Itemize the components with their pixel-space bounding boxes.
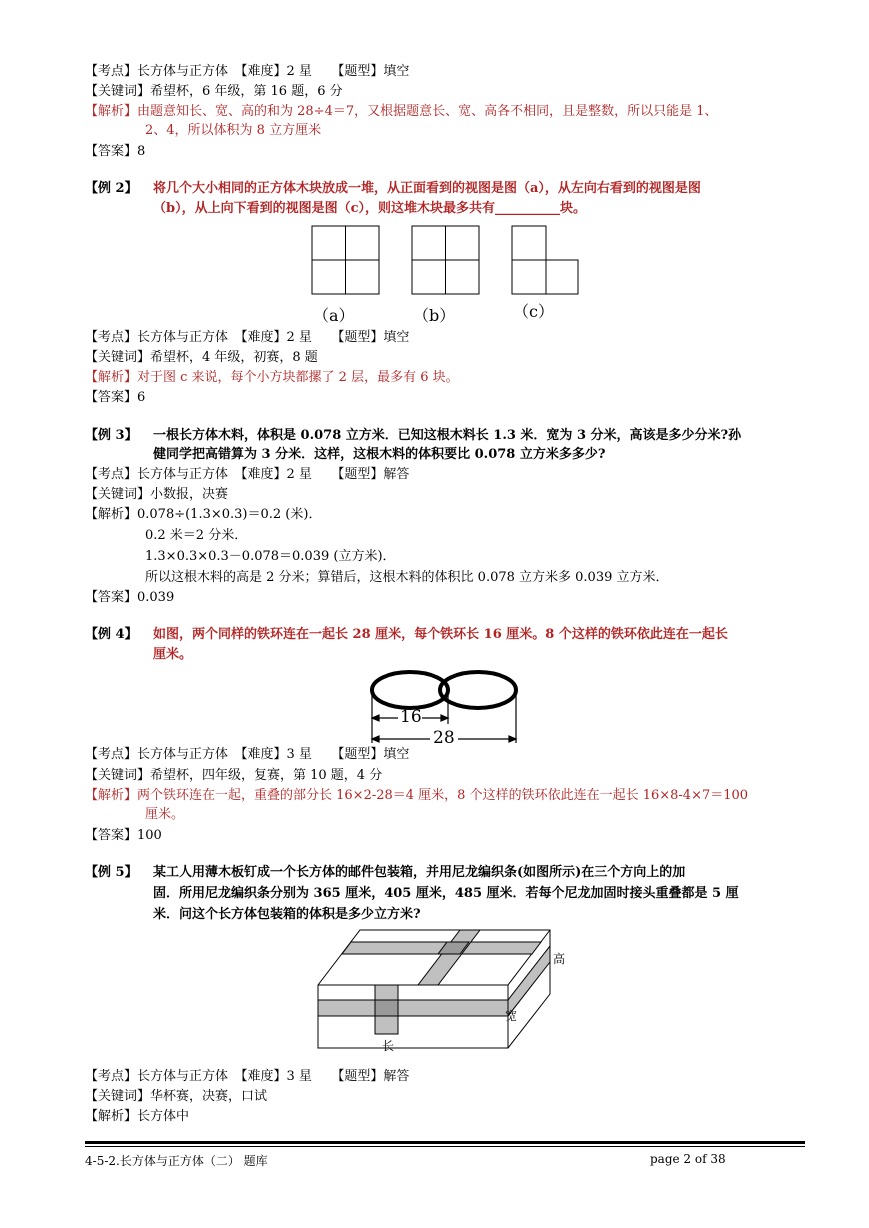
ex3-jiexi-line4: 所以这根木料的高是 2 分米；算错后，这根木料的体积比 0.078 立方米多 0.039 立方米．: [145, 570, 669, 585]
q1-jiexi-line1: 【解析】由题意知长、宽、高的和为 28÷4＝7，又根据题意长、宽、高各不相同，且是整数，所以只能是 1、: [85, 104, 718, 119]
box-length-label: 长: [382, 1039, 395, 1053]
ex5-jiexi: 【解析】长方体中: [85, 1109, 190, 1124]
ex5-question-line1: 某工人用薄木板钉成一个长方体的邮件包装箱，并用尼龙编织条(如图所示)在三个方向上的加: [153, 865, 686, 880]
ex5-question-line3: 米．问这个长方体包装箱的体积是多少立方米?: [153, 907, 421, 922]
ex3-jiexi-line1: 【解析】0.078÷(1.3×0.3)＝0.2 (米)．: [85, 507, 322, 522]
figure-a-grid: [312, 226, 379, 294]
figure-a-caption: （a）: [313, 306, 355, 325]
ex4-jiexi-line1: 【解析】两个铁环连在一起，重叠的部分长 16×2-28＝4 厘米，8 个这样的铁环依此连在一起长 16×8-4×7＝100: [85, 788, 749, 803]
footer-rule-thick: [85, 1141, 805, 1144]
ex3-label: 【例 3】: [85, 428, 138, 443]
ex4-question-line2: 厘米。: [153, 647, 193, 662]
q1-jiexi-line2: 2、4，所以体积为 8 立方厘米: [145, 123, 322, 138]
ex3-keyword: 【关键词】小数报，决赛: [85, 487, 229, 502]
ex4-label: 【例 4】: [85, 627, 138, 642]
footer-page-number: page 2 of 38: [650, 1152, 726, 1166]
ex5-keyword: 【关键词】华杯赛，决赛，口试: [85, 1089, 268, 1104]
q1-answer: 【答案】8: [85, 144, 146, 159]
ex4-jiexi-line2: 厘米。: [145, 807, 185, 822]
figure-c-grid: [512, 226, 578, 294]
ex4-keyword: 【关键词】希望杯，四年级，复赛，第 10 题，4 分: [85, 768, 383, 783]
ex5-label: 【例 5】: [85, 865, 138, 880]
ex5-question-line2: 固．所用尼龙编织条分别为 365 厘米，405 厘米，485 厘米．若每个尼龙加固时接头重叠都是 5 厘: [153, 886, 739, 901]
q1-keyword: 【关键词】希望杯，6 年级，第 16 题，6 分: [85, 84, 343, 99]
box-width-label: 宽: [505, 1009, 518, 1023]
footer-left-text: 4-5-2.长方体与正方体（二） 题库: [85, 1154, 268, 1168]
ex4-kaodian: 【考点】长方体与正方体 【难度】3 星 【题型】填空: [85, 747, 410, 762]
ex3-question-line2: 健同学把高错算为 3 分米．这样，这根木料的体积要比 0.078 立方米多多少?: [153, 447, 606, 462]
ex4-question-line1: 如图，两个同样的铁环连在一起长 28 厘米，每个铁环长 16 厘米。8 个这样的铁环依此连在一起长: [153, 627, 728, 642]
ex2-kaodian: 【考点】长方体与正方体 【难度】2 星 【题型】填空: [85, 330, 410, 345]
ex2-keyword: 【关键词】希望杯，4 年级，初赛，8 题: [85, 350, 318, 365]
iron-ring-right: [440, 672, 516, 708]
ex2-question-line1: 将几个大小相同的正方体木块放成一堆，从正面看到的视图是图（a），从左向右看到的视图是图: [153, 181, 701, 196]
ex2-question-line2: （b），从上向下看到的视图是图（c），则这堆木块最多共有__________块。: [153, 201, 587, 216]
ex4-answer: 【答案】100: [85, 828, 162, 843]
ex3-question-line1: 一根长方体木料，体积是 0.078 立方米．已知这根木料长 1.3 米．宽为 3 分米，高该是多少分米?孙: [153, 428, 742, 443]
figure-b-grid: [412, 226, 479, 294]
ex2-answer: 【答案】6: [85, 390, 146, 405]
figure-b-caption: （b）: [413, 306, 456, 325]
ex3-jiexi-line2: 0.2 米＝2 分米．: [145, 528, 248, 543]
figure-c-caption: （c）: [513, 302, 554, 321]
ex3-answer: 【答案】0.039: [85, 590, 175, 605]
ex5-box-figure: [318, 930, 553, 1040]
ex2-label: 【例 2】: [85, 181, 138, 196]
dimension-16-label: 16: [400, 707, 422, 727]
ex3-jiexi-line3: 1.3×0.3×0.3－0.078＝0.039 (立方米)．: [145, 549, 396, 564]
ex2-jiexi: 【解析】对于图 c 来说，每个小方块都摞了 2 层，最多有 6 块。: [85, 370, 459, 385]
q1-kaodian: 【考点】长方体与正方体 【难度】2 星 【题型】填空: [85, 64, 410, 79]
footer-rule-thin: [85, 1146, 805, 1147]
ex3-kaodian: 【考点】长方体与正方体 【难度】2 星 【题型】解答: [85, 467, 410, 482]
dimension-28-label: 28: [433, 728, 455, 748]
box-height-label: 高: [553, 952, 566, 966]
ex5-kaodian: 【考点】长方体与正方体 【难度】3 星 【题型】解答: [85, 1069, 410, 1084]
iron-ring-left: [372, 672, 448, 708]
